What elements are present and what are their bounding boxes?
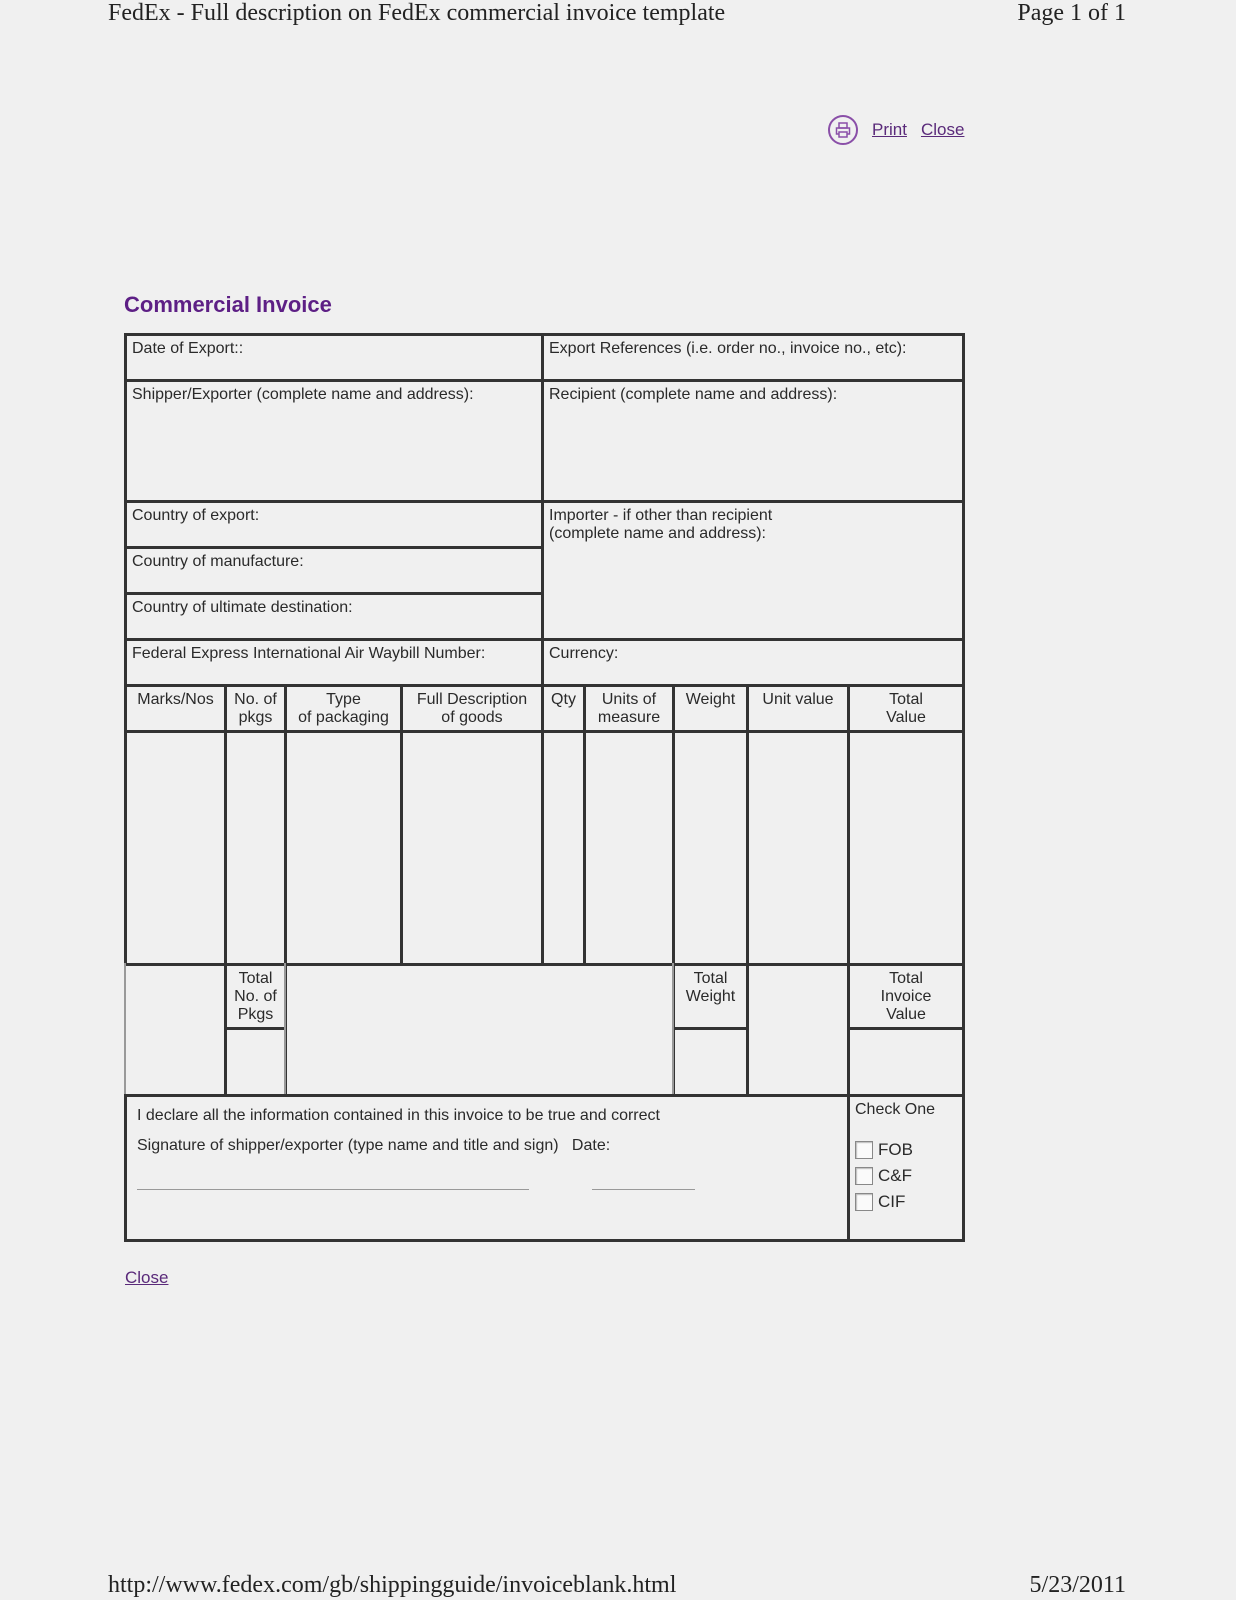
weight-input-area[interactable]: [672, 730, 749, 966]
footer-url: http://www.fedex.com/gb/shippingguide/invoiceblank.html: [108, 1572, 677, 1598]
column-header-marks-label: Marks/Nos: [137, 691, 214, 708]
footer-date: 5/23/2011: [1029, 1572, 1126, 1598]
column-header-qty-label: Qty: [551, 691, 576, 708]
column-header-total-line2: Value: [886, 709, 926, 726]
signature-line[interactable]: [137, 1189, 529, 1190]
total-pkgs-header: [224, 963, 287, 1030]
total-value-input-area[interactable]: [847, 730, 965, 966]
unit-value-input-area[interactable]: [746, 730, 850, 966]
total-weight-input[interactable]: [672, 1027, 749, 1097]
weight-divider: [672, 963, 674, 1097]
column-header-description: [400, 684, 544, 733]
check-one-label: Check One: [855, 1101, 936, 1118]
country-of-manufacture-label: Country of manufacture:: [132, 553, 304, 570]
column-header-type-line2: of packaging: [298, 709, 389, 726]
fob-checkbox[interactable]: [855, 1141, 873, 1159]
total-value-line1: Total: [889, 970, 923, 987]
page-title: Commercial Invoice: [124, 292, 332, 317]
packaging-input-area[interactable]: [284, 730, 403, 966]
waybill-label: Federal Express International Air Waybill Number:: [132, 645, 486, 662]
column-header-description-line2: of goods: [441, 709, 503, 726]
cif-checkbox[interactable]: [855, 1193, 873, 1211]
column-header-unit-value-label: Unit value: [762, 691, 834, 708]
total-pkgs-line1: Total: [238, 970, 273, 987]
column-header-qty: [541, 684, 586, 733]
column-header-unit-value: [746, 684, 850, 733]
column-header-total-value: [847, 684, 965, 733]
export-references-field[interactable]: [541, 333, 965, 382]
fob-option[interactable]: [855, 1141, 957, 1159]
column-header-pkgs: [224, 684, 287, 733]
cf-option[interactable]: [855, 1167, 957, 1185]
total-weight-header: [672, 963, 749, 1030]
recipient-label: Recipient (complete name and address):: [549, 386, 838, 403]
column-header-description-line1: Full Description: [416, 691, 528, 708]
date-line[interactable]: [592, 1189, 695, 1190]
column-header-units-line2: measure: [597, 709, 661, 726]
column-header-weight: [672, 684, 749, 733]
cf-checkbox[interactable]: [855, 1167, 873, 1185]
date-of-export-field[interactable]: [124, 333, 544, 382]
country-of-export-label: Country of export:: [132, 507, 260, 524]
total-value-line3: Value: [886, 1006, 926, 1023]
units-input-area[interactable]: [583, 730, 675, 966]
column-header-total-line1: Total: [889, 691, 923, 708]
total-pkgs-line3: Pkgs: [237, 1006, 274, 1023]
declaration-text: I declare all the information contained in this invoice to be true and correct: [137, 1107, 660, 1124]
totals-divider: [284, 963, 286, 1097]
cf-label: C&F: [878, 1166, 912, 1185]
column-header-weight-label: Weight: [685, 691, 736, 708]
bottom-close-link[interactable]: Close: [125, 1268, 169, 1287]
declaration-box: [124, 1094, 850, 1242]
total-value-line2: Invoice: [880, 988, 932, 1005]
export-references-label: Export References (i.e. order no., invoice no., etc):: [549, 340, 907, 357]
total-invoice-value-header: [847, 963, 965, 1030]
print-toolbar: [828, 115, 964, 145]
recipient-field[interactable]: [541, 379, 965, 503]
page-number: Page 1 of 1: [1017, 0, 1126, 26]
cif-option[interactable]: [855, 1193, 957, 1211]
left-divider: [124, 963, 126, 1097]
country-of-manufacture-field[interactable]: [124, 546, 544, 595]
waybill-field[interactable]: [124, 638, 544, 687]
column-header-pkgs-line2: pkgs: [238, 709, 273, 726]
importer-field[interactable]: [541, 500, 965, 641]
shipper-field[interactable]: [124, 379, 544, 503]
cif-label: CIF: [878, 1192, 906, 1211]
column-header-type-line1: Type: [326, 691, 361, 708]
printer-icon[interactable]: [828, 115, 858, 145]
date-label: Date:: [571, 1137, 611, 1154]
total-invoice-value-input[interactable]: [847, 1027, 965, 1097]
fob-label: FOB: [878, 1140, 913, 1159]
importer-label-line2: (complete name and address):: [549, 525, 766, 542]
commercial-invoice-form: [124, 333, 965, 1249]
total-pkgs-line2: No. of: [234, 988, 277, 1005]
check-one-box: [847, 1094, 965, 1242]
shipper-label: Shipper/Exporter (complete name and address):: [132, 386, 474, 403]
column-header-marks: [124, 684, 227, 733]
currency-label: Currency:: [549, 645, 619, 662]
print-link[interactable]: Print: [872, 120, 907, 139]
column-header-units-line1: Units of: [601, 691, 657, 708]
country-of-destination-label: Country of ultimate destination:: [132, 599, 353, 616]
currency-field[interactable]: [541, 638, 965, 687]
close-link[interactable]: Close: [920, 120, 965, 139]
document-title: FedEx - Full description on FedEx commercial invoice template: [108, 0, 726, 26]
pkgs-input-area[interactable]: [224, 730, 287, 966]
total-pkgs-input[interactable]: [224, 1027, 287, 1097]
qty-input-area[interactable]: [541, 730, 586, 966]
total-weight-line1: Total: [693, 970, 728, 987]
date-of-export-label: Date of Export::: [132, 340, 244, 357]
importer-label-line1: Importer - if other than recipient: [549, 507, 773, 524]
column-header-pkgs-line1: No. of: [234, 691, 277, 708]
description-input-area[interactable]: [400, 730, 544, 966]
signature-label: Signature of shipper/exporter (type name and title and sign): [137, 1137, 559, 1154]
total-weight-line2: Weight: [685, 988, 736, 1005]
marks-input-area[interactable]: [124, 730, 227, 966]
column-header-units: [583, 684, 675, 733]
country-of-export-field[interactable]: [124, 500, 544, 549]
country-of-destination-field[interactable]: [124, 592, 544, 641]
column-header-type: [284, 684, 403, 733]
